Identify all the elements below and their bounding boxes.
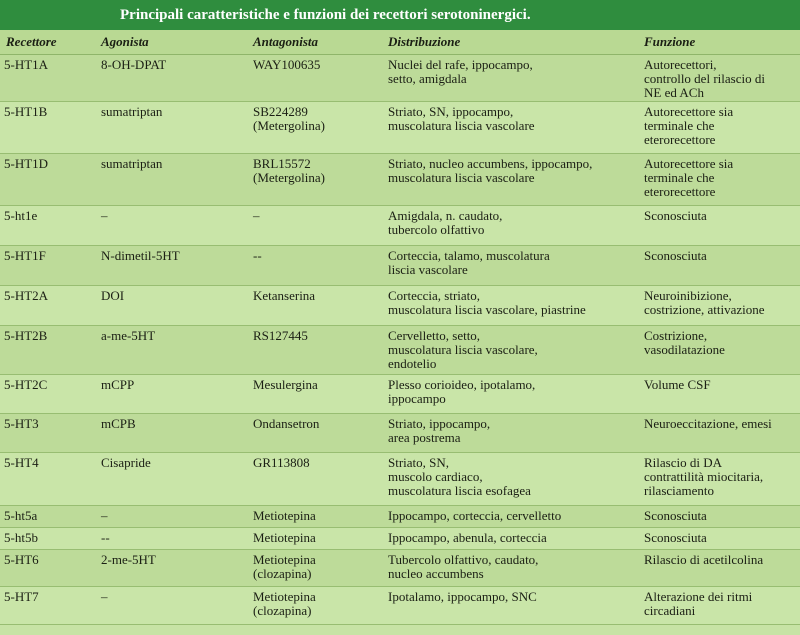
header-antagonista: Antagonista [247,30,382,55]
table-row [0,414,800,453]
agonist-cell: 8-OH-DPAT [95,55,247,102]
agonist-cell: mCPB [95,414,247,453]
header-funzione: Funzione [638,30,800,55]
distribution-cell: Nuclei del rafe, ippocampo, setto, amigdala [382,55,638,102]
table-row [0,375,800,414]
table-row [0,102,800,154]
function-cell: Autorecettore sia terminale che eterorecettore [638,102,800,154]
receptor-cell: 5-HT3 [0,414,95,453]
distribution-cell: Ipotalamo, ippocampo, SNC [382,587,638,625]
header-agonista: Agonista [95,30,247,55]
receptor-cell: 5-ht5b [0,528,95,550]
antagonist-cell: Ketanserina [247,286,382,326]
distribution-cell: Amigdala, n. caudato, tubercolo olfattivo [382,206,638,246]
agonist-cell: N-dimetil-5HT [95,246,247,286]
antagonist-cell: Ondansetron [247,414,382,453]
antagonist-cell: Mesulergina [247,375,382,414]
antagonist-cell: GR113808 [247,453,382,506]
table-row [0,246,800,286]
distribution-cell: Cervelletto, setto, muscolatura liscia vascolare, endotelio [382,326,638,375]
table-row [0,506,800,528]
antagonist-cell: WAY100635 [247,55,382,102]
function-cell: Autorecettori, controllo del rilascio di NE ed ACh [638,55,800,102]
function-cell: Neuroinibizione, costrizione, attivazione [638,286,800,326]
antagonist-cell: Metiotepina [247,528,382,550]
antagonist-cell: – [247,206,382,246]
agonist-cell: sumatriptan [95,154,247,206]
agonist-cell: a-me-5HT [95,326,247,375]
antagonist-cell: Metiotepina (clozapina) [247,550,382,587]
table-row [0,550,800,587]
distribution-cell: Ippocampo, corteccia, cervelletto [382,506,638,528]
header-row [0,30,800,55]
antagonist-cell: Metiotepina (clozapina) [247,587,382,625]
table-row [0,587,800,625]
distribution-cell: Striato, nucleo accumbens, ippocampo, muscolatura liscia vascolare [382,154,638,206]
table-row [0,528,800,550]
receptor-cell: 5-ht1e [0,206,95,246]
receptor-cell: 5-HT2A [0,286,95,326]
receptor-cell: 5-HT1D [0,154,95,206]
receptor-cell: 5-HT1A [0,55,95,102]
agonist-cell: – [95,506,247,528]
function-cell: Sconosciuta [638,246,800,286]
agonist-cell: mCPP [95,375,247,414]
antagonist-cell: -- [247,246,382,286]
distribution-cell: Tubercolo olfattivo, caudato, nucleo accumbens [382,550,638,587]
agonist-cell: 2-me-5HT [95,550,247,587]
table-row [0,154,800,206]
table-row [0,206,800,246]
receptor-cell: 5-HT6 [0,550,95,587]
table-row [0,55,800,102]
table-row [0,453,800,506]
receptor-cell: 5-ht5a [0,506,95,528]
receptor-cell: 5-HT1F [0,246,95,286]
header-recettore: Recettore [0,30,95,55]
table-body [0,55,800,625]
function-cell: Autorecettore sia terminale che eterorecettore [638,154,800,206]
distribution-cell: Striato, ippocampo, area postrema [382,414,638,453]
table-row [0,326,800,375]
agonist-cell: sumatriptan [95,102,247,154]
agonist-cell: – [95,206,247,246]
receptor-table [0,30,800,625]
function-cell: Sconosciuta [638,528,800,550]
function-cell: Rilascio di DA contrattilità miocitaria, rilasciamento [638,453,800,506]
header-distribuzione: Distribuzione [382,30,638,55]
agonist-cell: -- [95,528,247,550]
agonist-cell: Cisapride [95,453,247,506]
function-cell: Costrizione, vasodilatazione [638,326,800,375]
distribution-cell: Plesso corioideo, ipotalamo, ippocampo [382,375,638,414]
antagonist-cell: BRL15572 (Metergolina) [247,154,382,206]
receptor-cell: 5-HT2B [0,326,95,375]
table-row [0,286,800,326]
receptor-cell: 5-HT1B [0,102,95,154]
distribution-cell: Corteccia, striato, muscolatura liscia vascolare, piastrine [382,286,638,326]
table-title: Principali caratteristiche e funzioni dei recettori serotoninergici. [0,0,800,30]
antagonist-cell: Metiotepina [247,506,382,528]
agonist-cell: DOI [95,286,247,326]
distribution-cell: Striato, SN, ippocampo, muscolatura liscia vascolare [382,102,638,154]
function-cell: Sconosciuta [638,506,800,528]
distribution-cell: Ippocampo, abenula, corteccia [382,528,638,550]
distribution-cell: Striato, SN, muscolo cardiaco, muscolatura liscia esofagea [382,453,638,506]
antagonist-cell: RS127445 [247,326,382,375]
function-cell: Sconosciuta [638,206,800,246]
antagonist-cell: SB224289 (Metergolina) [247,102,382,154]
function-cell: Rilascio di acetilcolina [638,550,800,587]
distribution-cell: Corteccia, talamo, muscolatura liscia vascolare [382,246,638,286]
function-cell: Alterazione dei ritmi circadiani [638,587,800,625]
receptor-cell: 5-HT7 [0,587,95,625]
function-cell: Volume CSF [638,375,800,414]
function-cell: Neuroeccitazione, emesi [638,414,800,453]
agonist-cell: – [95,587,247,625]
receptor-cell: 5-HT2C [0,375,95,414]
receptor-cell: 5-HT4 [0,453,95,506]
